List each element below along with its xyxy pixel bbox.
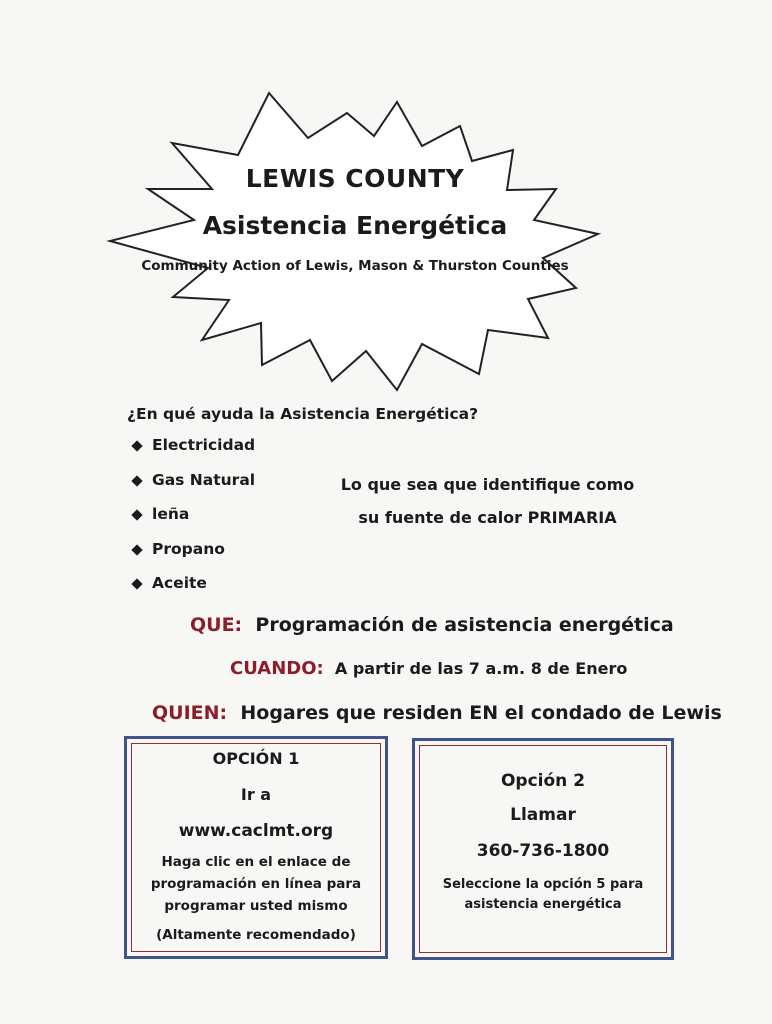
quien-line — [152, 702, 722, 724]
starburst-text — [95, 78, 615, 398]
option-2-title: Opción 2 — [500, 771, 586, 791]
option-2-call: Llamar — [510, 805, 576, 825]
fuel-list — [130, 436, 255, 609]
organization-name: Community Action of Lewis, Mason & Thurston Counties — [141, 258, 569, 274]
option-1-go: Ir a — [240, 785, 272, 804]
quien-label: QUIEN: — [152, 702, 228, 724]
que-label: QUE: — [190, 614, 243, 636]
list-item: Gas Natural — [130, 471, 255, 506]
option-1-description: Haga clic en el enlace de programación en línea para programar usted mismo — [150, 854, 362, 914]
phone-number[interactable]: 360-736-1800 — [476, 841, 610, 861]
list-item: leña — [130, 505, 255, 540]
bullet-diamond-icon — [131, 544, 142, 555]
que-value: Programación de asistencia energética — [255, 614, 674, 636]
option-1-box — [124, 736, 388, 959]
list-item: Propano — [130, 540, 255, 575]
cuando-value: A partir de las 7 a.m. 8 de Enero — [334, 659, 628, 678]
cuando-label: CUANDO: — [230, 658, 324, 679]
quien-value: Hogares que residen EN el condado de Lewis — [240, 702, 722, 724]
list-item: Electricidad — [130, 436, 255, 471]
bullet-diamond-icon — [131, 578, 142, 589]
bullet-diamond-icon — [131, 440, 142, 451]
bullet-diamond-icon — [131, 509, 142, 520]
option-2-box — [412, 738, 674, 960]
program-title: Asistencia Energética — [202, 211, 508, 240]
cuando-line — [230, 658, 627, 679]
option-1-title: OPCIÓN 1 — [212, 749, 300, 768]
help-question: ¿En qué ayuda la Asistencia Energética? — [127, 405, 479, 423]
que-line — [190, 614, 674, 636]
county-title: LEWIS COUNTY — [245, 164, 465, 193]
list-item: Aceite — [130, 574, 255, 609]
bullet-diamond-icon — [131, 475, 142, 486]
option-2-description: Seleccione la opción 5 para asistencia energética — [442, 877, 644, 912]
website-link[interactable]: www.caclmt.org — [178, 821, 334, 841]
option-1-recommended: (Altamente recomendado) — [156, 927, 356, 943]
primary-heat-note: Lo que sea que identifique como su fuente de calor PRIMARIA — [340, 475, 635, 527]
